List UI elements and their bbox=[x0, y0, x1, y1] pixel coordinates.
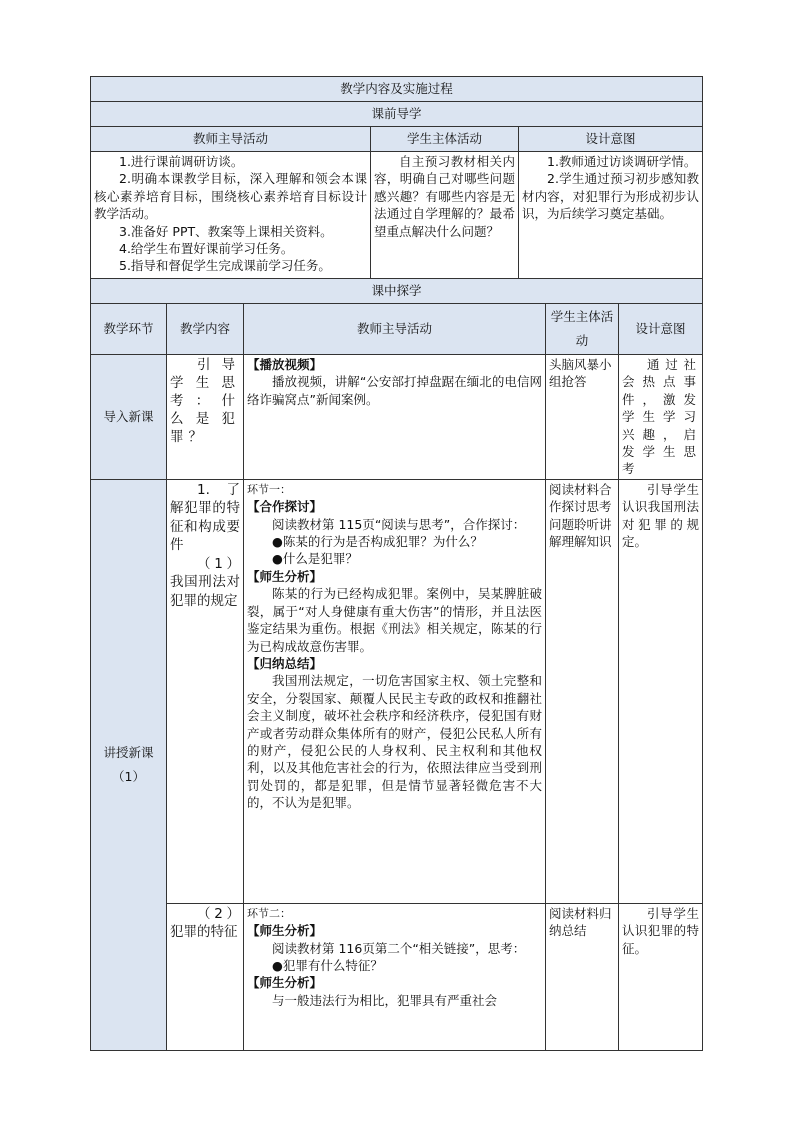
tag-analysis: 【师生分析】 bbox=[247, 975, 323, 991]
pre-class-student-cell bbox=[371, 152, 519, 279]
stage-lesson-number: （1） bbox=[112, 768, 145, 784]
part1-student-cell: 阅读材料合作探讨思考问题聆听讲解理解知识 bbox=[546, 479, 619, 903]
header-student: 学生主体活动 bbox=[546, 304, 619, 355]
intro-teacher-cell bbox=[244, 355, 546, 480]
question-bullet: ●陈某的行为是否构成犯罪？为什么？ bbox=[272, 534, 483, 550]
part1-design-cell: 引导学生认识我国刑法对犯罪的规定。 bbox=[619, 479, 703, 903]
in-class-section-title: 课中探学 bbox=[91, 279, 703, 304]
stage-lesson-title: 讲授新课 bbox=[103, 744, 154, 760]
intro-student-cell: 头脑风暴小组抢答 bbox=[546, 355, 619, 480]
document-title: 教学内容及实施过程 bbox=[91, 77, 703, 102]
stage-lesson bbox=[91, 479, 167, 1050]
teacher-item: 5.指导和督促学生完成课前学习任务。 bbox=[119, 258, 331, 274]
student-activity-text: 自主预习教材相关内容，明确自己对哪些问题感兴趣？有哪些内容是无法通过自学理解的？最希望重点解决什么问题？ bbox=[374, 154, 515, 239]
intro-teacher-text: 播放视频，讲解“公安部打掉盘踞在缅北的电信网络诈骗窝点”新闻案例。 bbox=[247, 374, 542, 407]
header-teacher: 教师主导活动 bbox=[244, 304, 546, 355]
design-item: 1.教师通过访谈调研学情。 bbox=[547, 154, 697, 169]
header-teacher-activity: 教师主导活动 bbox=[91, 127, 371, 152]
teacher-item: 4.给学生布置好课前学习任务。 bbox=[119, 241, 294, 257]
teacher-item: 1.进行课前调研访谈。 bbox=[119, 154, 244, 169]
part2-design-cell: 引导学生认识犯罪的特征。 bbox=[619, 903, 703, 1050]
teacher-item: 3.准备好 PPT、教案等上课相关资料。 bbox=[119, 223, 333, 239]
pre-class-section-title: 课前导学 bbox=[91, 102, 703, 127]
link-one: 环节一： bbox=[247, 482, 291, 496]
link-two: 环节二： bbox=[247, 906, 291, 920]
design-item: 2.学生通过预习初步感知教材内容，对犯罪行为形成初步认识，为后续学习奠定基础。 bbox=[522, 171, 700, 222]
part2-content: （2）犯罪的特征 bbox=[167, 903, 244, 1050]
tag-play-video: 【播放视频】 bbox=[247, 357, 323, 372]
header-content: 教学内容 bbox=[167, 304, 244, 355]
teacher-item: 2.明确本课教学目标，深入理解和领会本课核心素养培育目标，围绕核心素养培育目标设计教学活动。 bbox=[94, 171, 367, 222]
tag-cooperative-discussion: 【合作探讨】 bbox=[247, 499, 323, 515]
in-class-table bbox=[90, 278, 703, 1051]
intro-content: 引导学生思考：什么是犯罪？ bbox=[167, 355, 244, 480]
header-stage: 教学环节 bbox=[91, 304, 167, 355]
header-design: 设计意图 bbox=[619, 304, 703, 355]
part1-teacher-cell: 环节一： 【合作探讨】 阅读教材第 115页“阅读与思考”，合作探讨： ●陈某的行为是否构成犯罪？为什么？ ●什么是犯罪？ 【师生分析】 陈某的行为已经构成犯罪。案例中，吴某脾脏破裂，属于“对人身健康有重大伤害”的情形，并且法医鉴定结果为重伤。根据《刑法》相关规定，陈某的行为已构成故意伤害罪。 【归纳总结】 我国刑法规定，一切危害国家主权、领土完整和安全，分裂国家、颠覆人民民主专政的政权和推翻社会主义制度，破坏社会秩序和经济秩序，侵犯国有财产或者劳动群众集体所有的财产，侵犯公民私人所有的财产，侵犯公民的人身权利、民主权利和其他权利，以及其他危害社会的行为，依照法律应当受到刑罚处罚的，都是犯罪，但是情节显著轻微危害不大的，不认为是犯罪。 bbox=[244, 479, 546, 903]
pre-class-design-cell bbox=[519, 152, 703, 279]
part2-teacher-cell: 环节二： 【师生分析】 阅读教材第 116页第二个“相关链接”，思考： ●犯罪有什么特征？ 【师生分析】 与一般违法行为相比，犯罪具有严重社会 bbox=[244, 903, 546, 1050]
pre-class-table bbox=[90, 76, 703, 279]
header-design-intent: 设计意图 bbox=[519, 127, 703, 152]
tag-analysis: 【师生分析】 bbox=[247, 923, 323, 939]
question-bullet: ●什么是犯罪？ bbox=[272, 551, 358, 567]
question-bullet: ●犯罪有什么特征？ bbox=[272, 958, 383, 974]
lesson-plan-page bbox=[90, 76, 702, 1051]
tag-summary: 【归纳总结】 bbox=[247, 655, 323, 671]
tag-analysis: 【师生分析】 bbox=[247, 568, 323, 584]
part1-content: 1. 了解犯罪的特征和构成要件 （1）我国刑法对犯罪的规定 bbox=[167, 479, 244, 903]
part2-student-cell: 阅读材料归纳总结 bbox=[546, 903, 619, 1050]
intro-design-cell: 通过社会热点事件，激发学生学习兴趣，启发学生思考 bbox=[619, 355, 703, 480]
header-student-activity: 学生主体活动 bbox=[371, 127, 519, 152]
stage-intro: 导入新课 bbox=[91, 355, 167, 480]
pre-class-teacher-cell bbox=[91, 152, 371, 279]
